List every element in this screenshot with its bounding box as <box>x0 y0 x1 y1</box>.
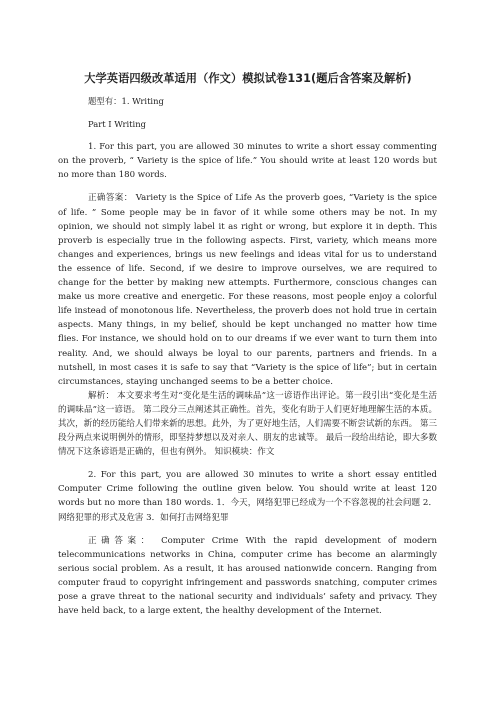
document-body <box>58 94 437 618</box>
document-title: 大学英语四级改革适用（作文）模拟试卷131(题后含答案及解析) <box>84 72 412 85</box>
explanation-1: 解析： 本文要求考生对“变化是生活的调味品”这一谚语作出评论。第一段引出“变化是生活的调味品”这一谚语。 第二段分三点阐述其正确性。首先，变化有助于人们更好地理解生活的本质。其次，新的经历能给人们带来新的思想。此外，为了更好地生活，人们需要不断尝试新的东西。 第三段分两点来说明例外的情形，即坚持梦想以及对亲人、朋友的忠诚等。 最后一段给出结论，即大多数情况下这条谚语是正确的，但也有例外。 知识模块：作文 <box>58 390 437 458</box>
answer-1: 正确答案： Variety is the Spice of Life As the proverb goes, “Variety is the spice of life. ” Some people may be in favor of it while some others may be not. In my opinion, we should not simply label it as right or wrong, but explore it in depth. This proverb is especially true in the following aspects. First, variety, which means more changes and experiences, brings us new feelings and ideas vital for us to understand the essence of life. Second, if we desire to improve ourselves, we are required to change for the better by making new attempts. Furthermore, conscious changes can make us more creative and energetic. For these reasons, most people enjoy a colorful life instead of monotonous life. Nevertheless, the proverb does not hold true in certain aspects. Many things, in my belief, should be kept unchanged no matter how time flies. For instance, we should hold on to our dreams if we ever want to turn them into reality. And, we should always be loyal to our parents, partners and friends. In a nutshell, in most cases it is safe to say that “Variety is the spice of life”; but in certain circumstances, staying unchanged seems to be a better choice. <box>58 193 437 387</box>
question-type: 题型有：1. Writing <box>88 96 164 106</box>
question-1: 1. For this part, you are allowed 30 minutes to write a short essay commenting on the proverb, “ Variety is the spice of life.” You should write at least 120 words but no more than 180 words. <box>58 142 437 181</box>
part-heading: Part I Writing <box>88 119 146 130</box>
question-2: 2. For this part, you are allowed 30 minutes to write a short essay entitled Computer Crime following the outline given below. You should write at least 120 words but no more than 180 words. 1．今天，网络犯罪已经成为一个不容忽视的社会问题 2．网络犯罪的形式及危害 3．如何打击网络犯罪 <box>58 470 437 523</box>
answer-2: 正确答案： Computer Crime With the rapid development of modern telecommunications networks in China, computer crime has become an alarmingly serious social problem. As a result, it has aroused nationwide concern. Ranging from computer fraud to copyright infringement and passwords snatching, computer crimes pose a grave threat to the national security and individuals’ safety and privacy. They have held back, to a large extent, the healthy development of the Internet. <box>58 535 437 617</box>
